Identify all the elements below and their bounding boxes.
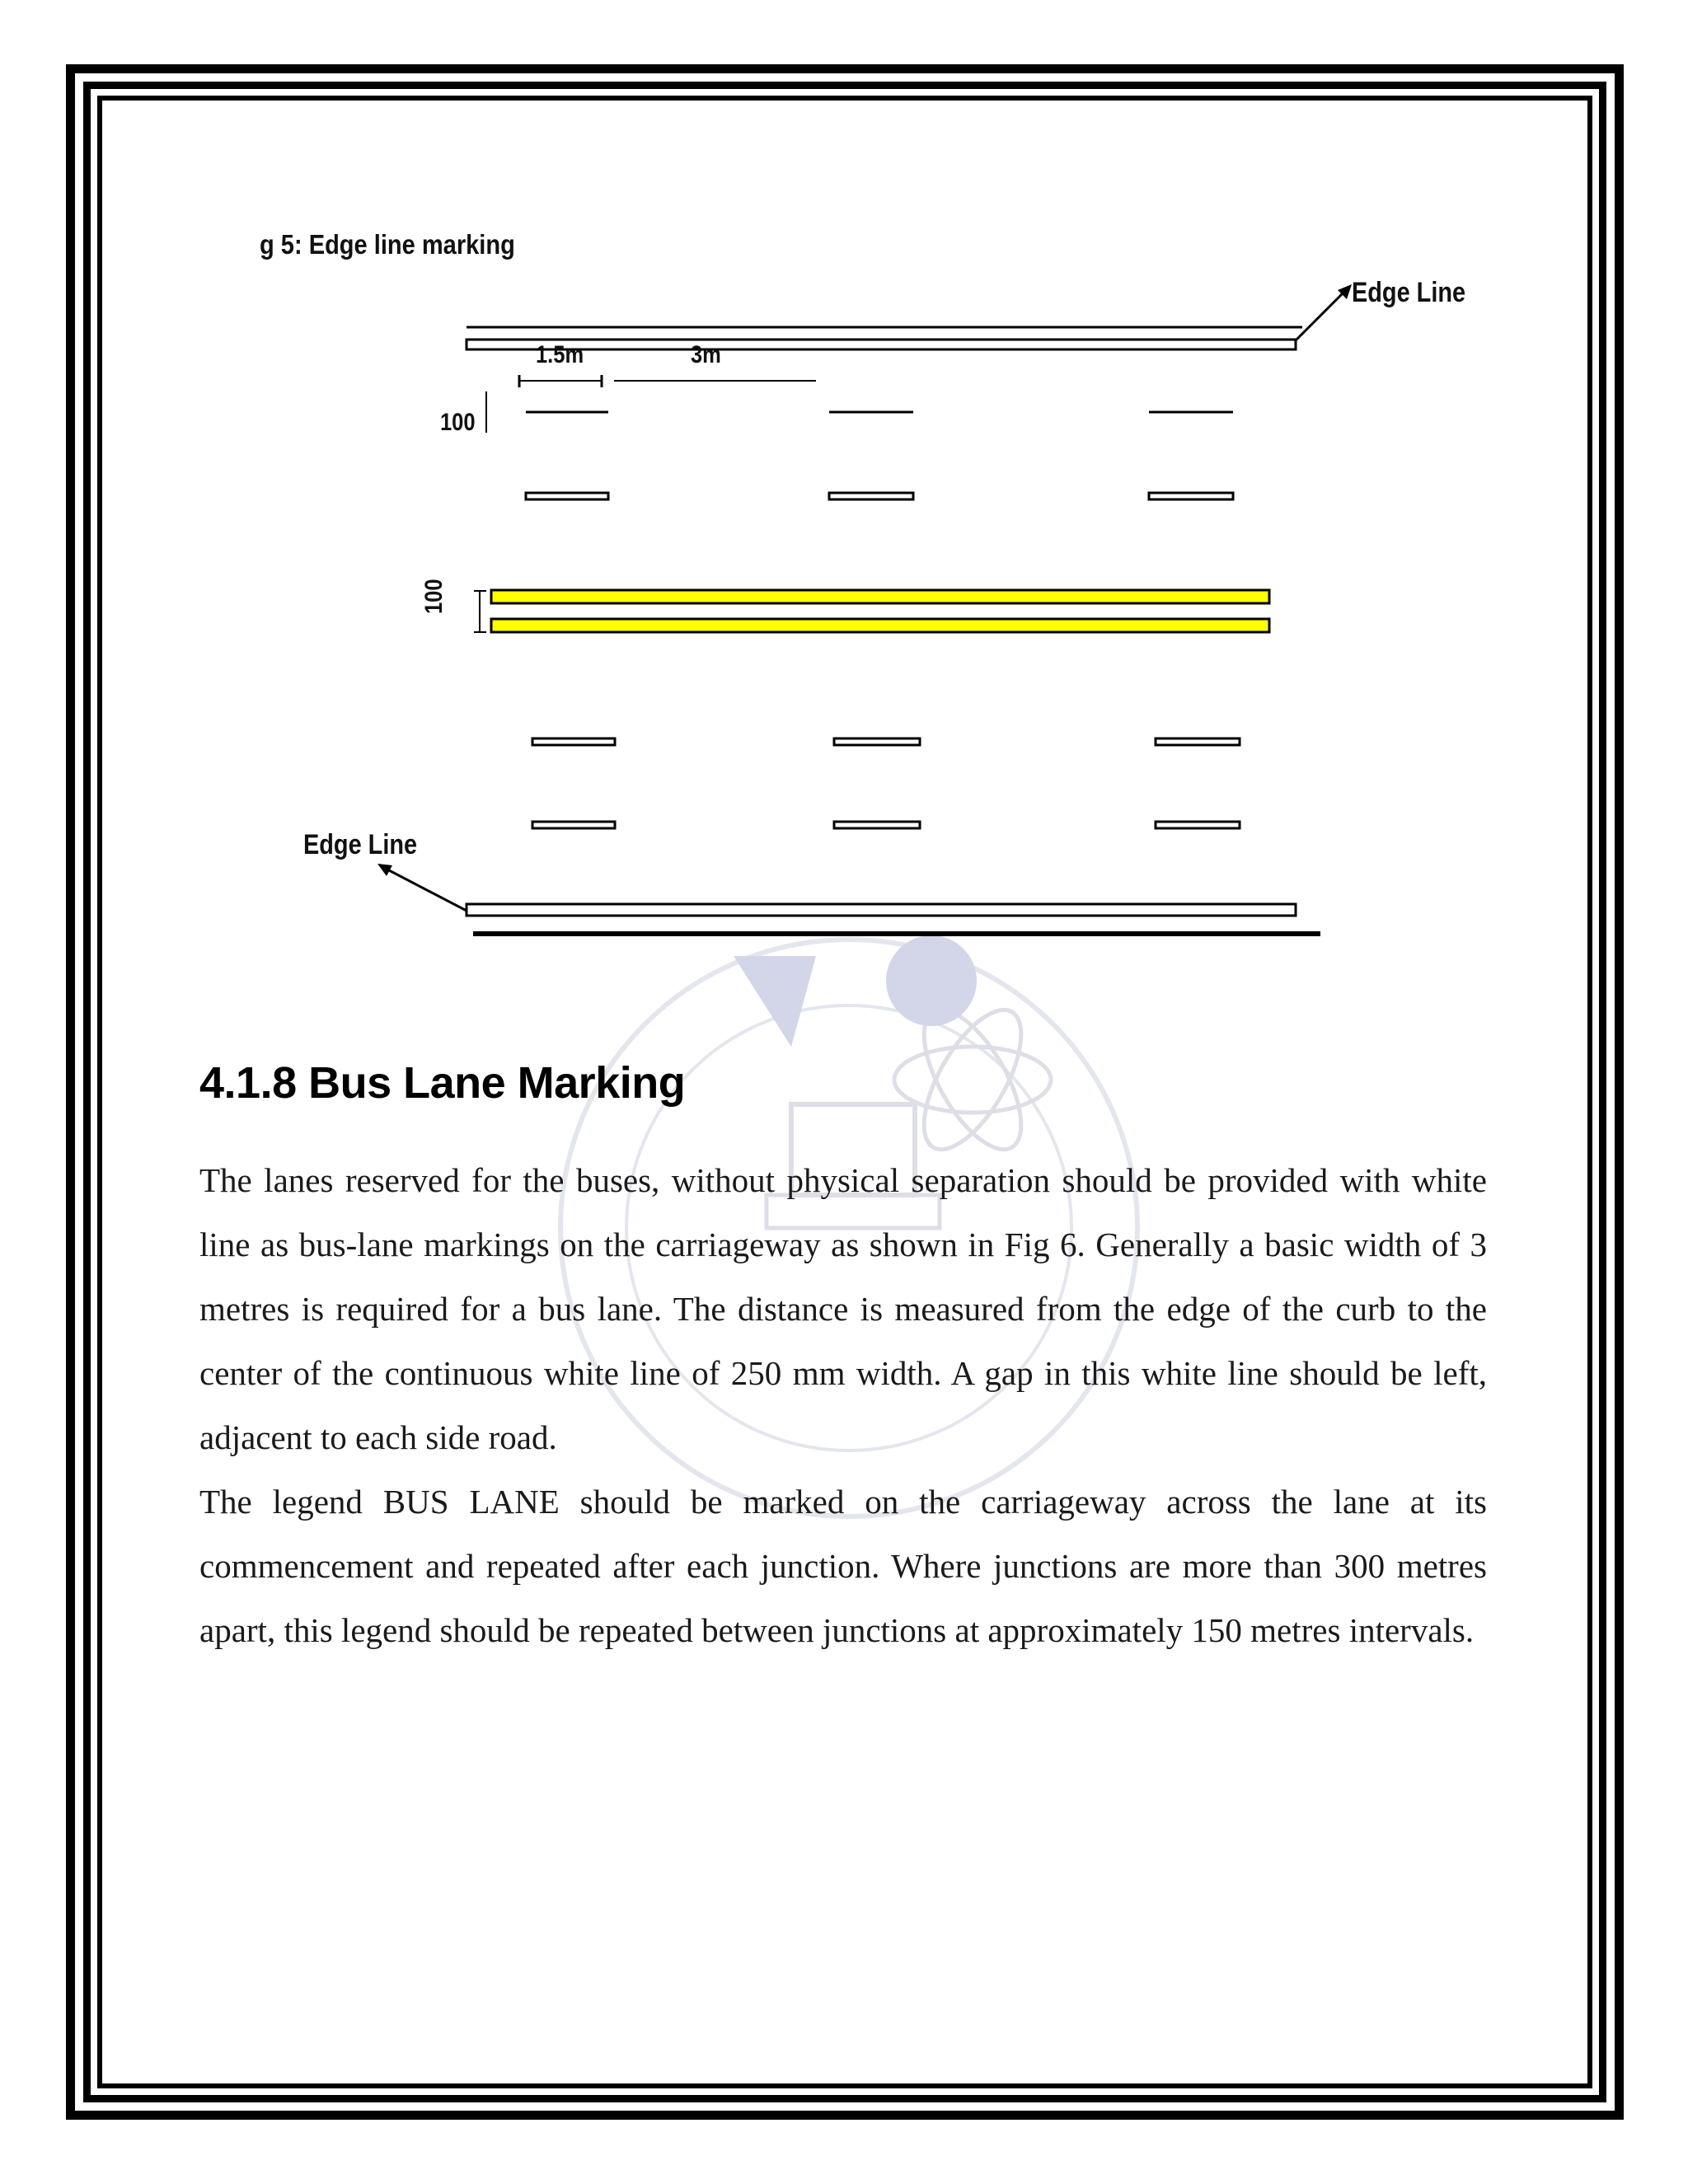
dimension-3m: 3m — [691, 341, 721, 368]
lane-dash — [1156, 822, 1240, 828]
lane-dash — [532, 738, 615, 745]
bottom-edge-arrow — [387, 869, 467, 911]
yellow-centre-line-2 — [491, 619, 1269, 632]
section-body — [199, 1148, 1487, 1662]
top-edge-arrow — [1296, 293, 1343, 340]
edge-line-top-label: Edge Line — [1352, 277, 1466, 308]
dimension-100-vertical: 100 — [420, 579, 448, 614]
dimension-100-left: 100 — [440, 409, 476, 436]
lane-dash — [532, 822, 615, 828]
section-heading: 4.1.8 Bus Lane Marking — [199, 1058, 686, 1108]
bottom-edge-line — [467, 904, 1296, 916]
lane-dash — [834, 822, 920, 828]
dimension-1-5m: 1.5m — [536, 341, 584, 368]
yellow-centre-line-1 — [491, 590, 1269, 603]
figure-caption: g 5: Edge line marking — [260, 229, 515, 260]
lane-dash — [1156, 738, 1240, 745]
lane-dash — [829, 493, 913, 499]
lane-dash — [1149, 493, 1233, 499]
paragraph: The lanes reserved for the buses, without physical separation should be provided with white line as bus-lane markings on the carriageway as shown in Fig 6. Generally a basic width of 3 metres is required for a bus lane. The distance is measured from the edge of the curb to the center of the continuous white line of 250 mm width. A gap in this white line should be left, adjacent to each side road. — [199, 1161, 1487, 1456]
lane-dash — [834, 738, 920, 745]
paragraph: The legend BUS LANE should be marked on the carriageway across the lane at its commencement and repeated after each junction. Where junctions are more than 300 metres apart, this legend should be repeated between junctions at approximately 150 metres intervals. — [199, 1483, 1487, 1649]
top-edge-line — [467, 340, 1296, 349]
lane-dash — [526, 493, 608, 499]
edge-line-bottom-label: Edge Line — [303, 829, 418, 860]
